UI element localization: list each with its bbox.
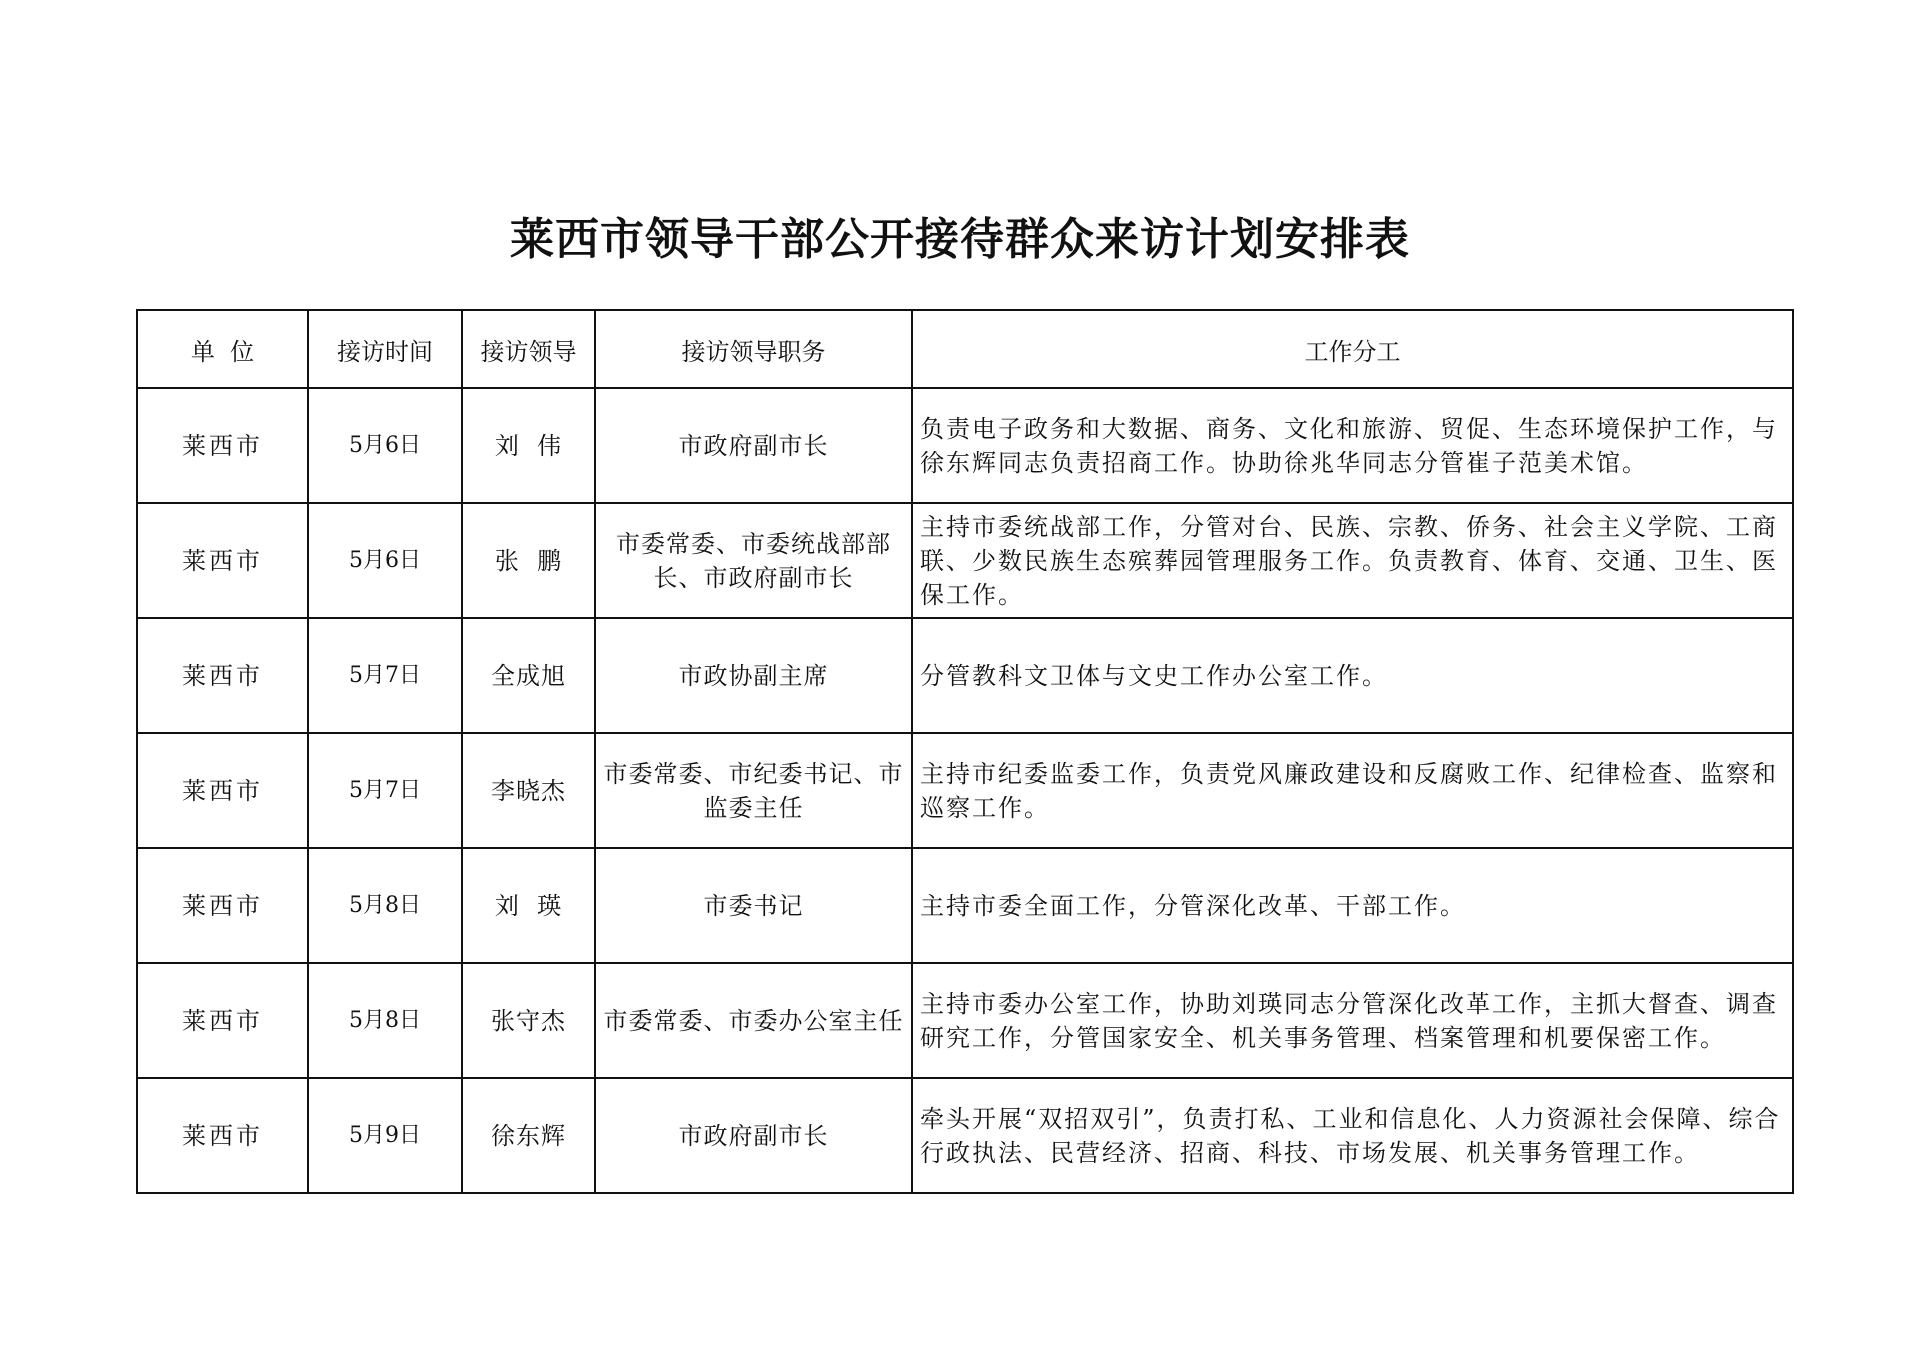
- cell-leader: 全成旭: [462, 618, 595, 733]
- cell-duties: 主持市委全面工作，分管深化改革、干部工作。: [912, 848, 1793, 963]
- cell-date: 5月7日: [308, 733, 462, 848]
- table-row: [137, 848, 1793, 963]
- cell-leader: 张守杰: [462, 963, 595, 1078]
- table-row: [137, 1078, 1793, 1193]
- cell-duties: 主持市委办公室工作，协助刘瑛同志分管深化改革工作，主抓大督查、调查研究工作，分管国家安全、机关事务管理、档案管理和机要保密工作。: [912, 963, 1793, 1078]
- cell-date: 5月8日: [308, 848, 462, 963]
- header-duties: 工作分工: [912, 310, 1793, 388]
- schedule-table: [136, 309, 1794, 1194]
- table-row: [137, 733, 1793, 848]
- cell-unit: 莱西市: [137, 503, 308, 618]
- cell-unit: 莱西市: [137, 963, 308, 1078]
- cell-unit: 莱西市: [137, 618, 308, 733]
- cell-position: 市政府副市长: [595, 1078, 912, 1193]
- page-title: 莱西市领导干部公开接待群众来访计划安排表: [510, 214, 1410, 265]
- cell-leader: 刘 伟: [462, 388, 595, 503]
- cell-leader: 张 鹏: [462, 503, 595, 618]
- cell-duties: 分管教科文卫体与文史工作办公室工作。: [912, 618, 1793, 733]
- cell-position: 市委常委、市委办公室主任: [595, 963, 912, 1078]
- table-row: [137, 503, 1793, 618]
- header-unit: 单 位: [137, 310, 308, 388]
- cell-position: 市政协副主席: [595, 618, 912, 733]
- cell-position: 市政府副市长: [595, 388, 912, 503]
- cell-unit: 莱西市: [137, 848, 308, 963]
- cell-position: 市委书记: [595, 848, 912, 963]
- table-header-row: [137, 310, 1793, 388]
- cell-duties: 主持市委统战部工作，分管对台、民族、宗教、侨务、社会主义学院、工商联、少数民族生态殡葬园管理服务工作。负责教育、体育、交通、卫生、医保工作。: [912, 503, 1793, 618]
- cell-date: 5月8日: [308, 963, 462, 1078]
- cell-unit: 莱西市: [137, 733, 308, 848]
- header-position: 接访领导职务: [595, 310, 912, 388]
- cell-date: 5月9日: [308, 1078, 462, 1193]
- table-row: [137, 618, 1793, 733]
- cell-unit: 莱西市: [137, 1078, 308, 1193]
- cell-date: 5月6日: [308, 388, 462, 503]
- table-row: [137, 963, 1793, 1078]
- cell-duties: 牵头开展“双招双引”，负责打私、工业和信息化、人力资源社会保障、综合行政执法、民营经济、招商、科技、市场发展、机关事务管理工作。: [912, 1078, 1793, 1193]
- cell-duties: 主持市纪委监委工作，负责党风廉政建设和反腐败工作、纪律检查、监察和巡察工作。: [912, 733, 1793, 848]
- header-leader: 接访领导: [462, 310, 595, 388]
- cell-position: 市委常委、市委统战部部长、市政府副市长: [595, 503, 912, 618]
- cell-duties: 负责电子政务和大数据、商务、文化和旅游、贸促、生态环境保护工作，与徐东辉同志负责招商工作。协助徐兆华同志分管崔子范美术馆。: [912, 388, 1793, 503]
- cell-unit: 莱西市: [137, 388, 308, 503]
- cell-leader: 徐东辉: [462, 1078, 595, 1193]
- cell-position: 市委常委、市纪委书记、市监委主任: [595, 733, 912, 848]
- cell-date: 5月7日: [308, 618, 462, 733]
- cell-leader: 刘 瑛: [462, 848, 595, 963]
- cell-date: 5月6日: [308, 503, 462, 618]
- header-date: 接访时间: [308, 310, 462, 388]
- table-row: [137, 388, 1793, 503]
- cell-leader: 李晓杰: [462, 733, 595, 848]
